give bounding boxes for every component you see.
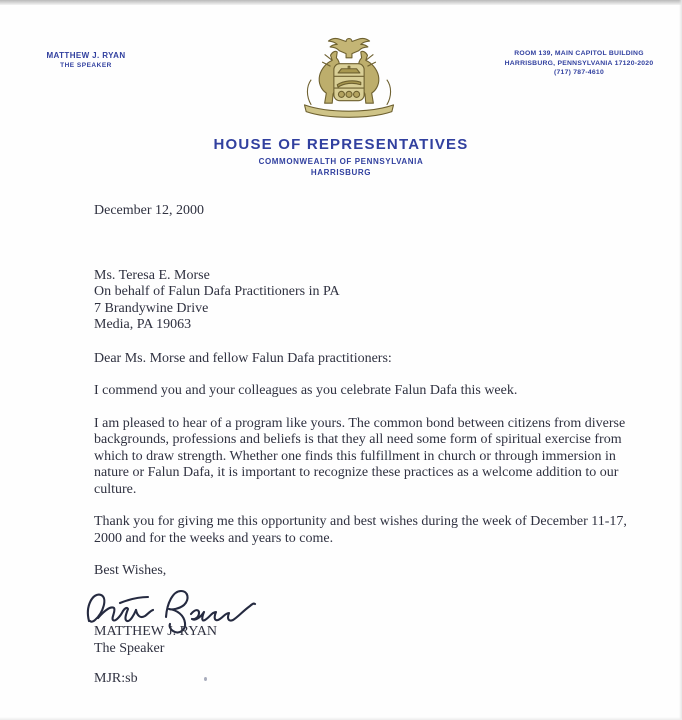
scan-speck (204, 677, 207, 681)
address-line: HARRISBURG, PENNSYLVANIA 17120-2020 (504, 59, 654, 67)
recipient-line: 7 Brandywine Drive (94, 300, 209, 316)
paragraph: Thank you for giving me this opportunity and best wishes during the week of December 11-17, 2000 and for the weeks and years to come. (94, 514, 627, 546)
paragraph: I commend you and your colleagues as you celebrate Falun Dafa this week. (94, 383, 518, 398)
recipient-line: On behalf of Falun Dafa Practitioners in PA (94, 284, 340, 299)
salutation: Dear Ms. Morse and fellow Falun Dafa practitioners: (94, 350, 392, 366)
letter-body (94, 203, 634, 596)
sender-name: MATTHEW J. RYAN (46, 51, 126, 60)
paragraph: I am pleased to hear of a program like yours. The common bond between citizens from diverse backgrounds, professions and beliefs is that they all need some form of spiritual exercise from which to draw strength. Whether one finds this fulfillment in church or through immersion in nature or Falun Dafa, it is important to recognize these practices as a welcome addition to our culture. (94, 415, 626, 497)
closing: Best Wishes, (94, 563, 167, 578)
pennsylvania-coat-of-arms-icon (286, 31, 412, 125)
reference-initials: MJR:sb (94, 671, 138, 686)
address-line: (717) 787-4610 (554, 69, 604, 76)
organization-title: HOUSE OF REPRESENTATIVES (213, 136, 469, 153)
letter-date: December 12, 2000 (94, 203, 205, 218)
letterhead-address (496, 49, 662, 78)
signature-name: MATTHEW J. RYAN (94, 624, 218, 639)
address-line: ROOM 139, MAIN CAPITOL BUILDING (514, 50, 644, 57)
recipient-line: Ms. Teresa E. Morse (94, 267, 210, 283)
letterhead-sender (28, 51, 144, 70)
city-line: HARRISBURG (310, 168, 372, 177)
commonwealth-line: COMMONWEALTH OF PENNSYLVANIA (258, 157, 424, 166)
recipient-line: Media, PA 19063 (94, 317, 192, 332)
scan-edge-top (0, 0, 682, 5)
recipient-address (94, 268, 634, 334)
sender-title: THE SPEAKER (60, 62, 112, 69)
signature-title: The Speaker (94, 641, 165, 656)
